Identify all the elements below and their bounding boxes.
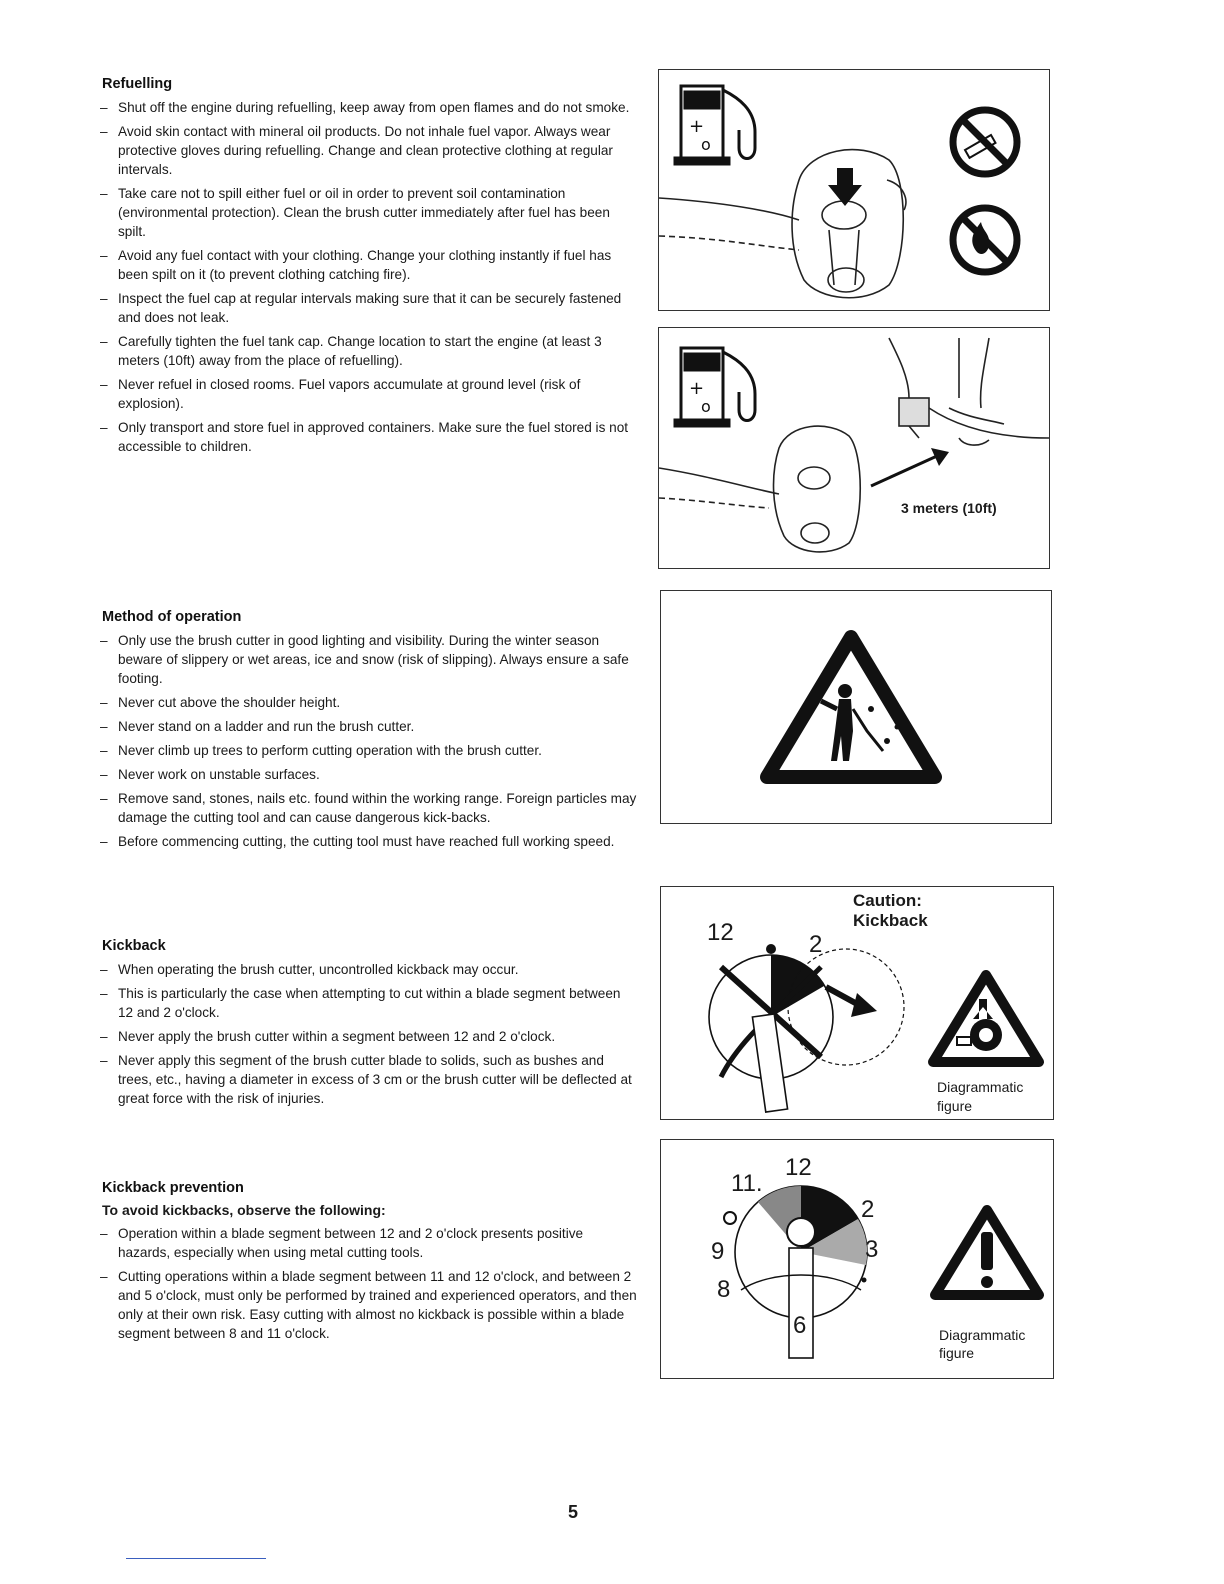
refuelling-illustration: [659, 70, 1049, 310]
clock-number-3: 3: [865, 1236, 879, 1263]
diagram-label: Diagrammatic: [939, 1327, 1026, 1343]
no-open-flame-icon: [953, 208, 1017, 272]
list-item: – Before commencing cutting, the cutting tool must have reached full working speed.: [98, 832, 638, 851]
list-item: – Operation within a blade segment between 12 and 2 o'clock presents positive hazards, especially when using metal cutting tools.: [98, 1224, 638, 1262]
method-list: [98, 631, 638, 851]
kickback-number-12: 12: [707, 919, 734, 946]
kickback-number-2: 2: [809, 931, 823, 958]
prevention-list: [98, 1224, 638, 1343]
prevention-heading: Kickback prevention: [102, 1180, 244, 1196]
list-item: – Never stand on a ladder and run the brush cutter.: [98, 717, 638, 736]
fuel-pump-icon: [675, 86, 755, 164]
list-item: – Cutting operations within a blade segment between 11 and 12 o'clock, and between 2 and 5 o'clock, must only be performed by trained and experienced operators, and then only at their own risk. Easy cutting with almost no kickback is possible within a blade segment between 8 and 11 o'clock.: [98, 1267, 638, 1343]
fuel-pump-icon: [675, 348, 755, 426]
svg-text:o: o: [701, 135, 711, 154]
kickback-section: [98, 938, 638, 1113]
list-item: – Never apply this segment of the brush cutter blade to solids, such as bushes and trees, etc., having a diameter in excess of 3 cm or the brush cutter will be deflected at great force with the risk of injuries.: [98, 1051, 638, 1108]
method-heading: Method of operation: [102, 609, 242, 625]
clock-number-11: 11.: [731, 1170, 763, 1197]
list-item: – This is particularly the case when attempting to cut within a blade segment between 12 and 2 o'clock.: [98, 984, 638, 1022]
method-section: [98, 609, 638, 856]
list-item: – Only use the brush cutter in good lighting and visibility. During the winter season beware of slippery or wet areas, ice and snow (risk of slipping). Always ensure a safe footing.: [98, 631, 638, 688]
caution-subtitle: Kickback: [853, 911, 928, 930]
kickback-list: [98, 960, 638, 1108]
kickback-heading: Kickback: [102, 938, 166, 954]
engine-drawing: [659, 426, 860, 552]
list-item: – Carefully tighten the fuel tank cap. Change location to start the engine (at least 3 meters (10ft) away from the place of refuelling).: [98, 332, 638, 370]
clock-number-9: 9: [711, 1238, 725, 1265]
arrow-down-icon: [828, 168, 862, 206]
refuelling-list: [98, 98, 638, 456]
distance-figure: [658, 327, 1050, 569]
list-item: – When operating the brush cutter, uncontrolled kickback may occur.: [98, 960, 638, 979]
svg-text:+: +: [689, 378, 705, 399]
no-smoking-icon: [953, 110, 1017, 174]
list-item: – Avoid any fuel contact with your clothing. Change your clothing instantly if fuel has been spilt on it (to prevent clothing catching fire).: [98, 246, 638, 284]
distance-label: 3 meters (10ft): [901, 500, 997, 516]
list-item: – Never work on unstable surfaces.: [98, 765, 638, 784]
blade-diagram: [709, 944, 904, 1112]
list-item: – Never cut above the shoulder height.: [98, 693, 638, 712]
general-warning-icon: [935, 1210, 1039, 1295]
list-item: – Inspect the fuel cap at regular intervals making sure that it can be securely fastened and does not leak.: [98, 289, 638, 327]
svg-text:+: +: [689, 116, 705, 137]
list-item: – Only transport and store fuel in approved containers. Make sure the fuel stored is not accessible to children.: [98, 418, 638, 456]
prevention-subheading: To avoid kickbacks, observe the following:: [102, 1202, 386, 1218]
operator-drawing: [889, 338, 1049, 445]
svg-text:o: o: [701, 397, 711, 416]
list-item: – Take care not to spill either fuel or oil in order to prevent soil contamination (environmental protection). Clean the brush cutter immediately after fuel has been spilt.: [98, 184, 638, 241]
refuelling-section: [98, 76, 638, 461]
diagram-label: Diagrammatic: [937, 1079, 1024, 1095]
diagram-label: figure: [937, 1098, 973, 1114]
arrow-icon: [851, 993, 877, 1017]
clock-number-8: 8: [717, 1276, 731, 1303]
kickback-figure: [660, 886, 1054, 1120]
list-item: – Shut off the engine during refuelling, keep away from open flames and do not smoke.: [98, 98, 638, 117]
clock-figure: [660, 1139, 1054, 1379]
caution-title: Caution:: [853, 891, 922, 910]
footer-divider: [126, 1558, 266, 1559]
refuelling-figure: [658, 69, 1050, 311]
refuelling-heading: Refuelling: [102, 76, 173, 92]
list-item: – Remove sand, stones, nails etc. found within the working range. Foreign particles may damage the cutting tool and can cause dangerous kick-backs.: [98, 789, 638, 827]
clock-number-12: 12: [785, 1154, 812, 1181]
page-number: 5: [568, 1502, 579, 1522]
clock-number-6: 6: [793, 1312, 807, 1339]
kickback-warning-icon: [933, 975, 1039, 1062]
list-item: – Never refuel in closed rooms. Fuel vapors accumulate at ground level (risk of explosion).: [98, 375, 638, 413]
thrown-objects-warning-icon: [767, 637, 935, 777]
distance-illustration: [659, 328, 1049, 568]
list-item: – Never climb up trees to perform cutting operation with the brush cutter.: [98, 741, 638, 760]
clock-number-2: 2: [861, 1196, 875, 1223]
prevention-section: [98, 1180, 638, 1348]
warning-figure: [660, 590, 1052, 824]
engine-drawing: [659, 150, 906, 298]
list-item: – Avoid skin contact with mineral oil products. Do not inhale fuel vapor. Always wear protective gloves during refuelling. Change and clean protective clothing at regular intervals.: [98, 122, 638, 179]
warning-illustration: [661, 591, 1051, 823]
diagram-label: figure: [939, 1345, 975, 1361]
list-item: – Never apply the brush cutter within a segment between 12 and 2 o'clock.: [98, 1027, 638, 1046]
